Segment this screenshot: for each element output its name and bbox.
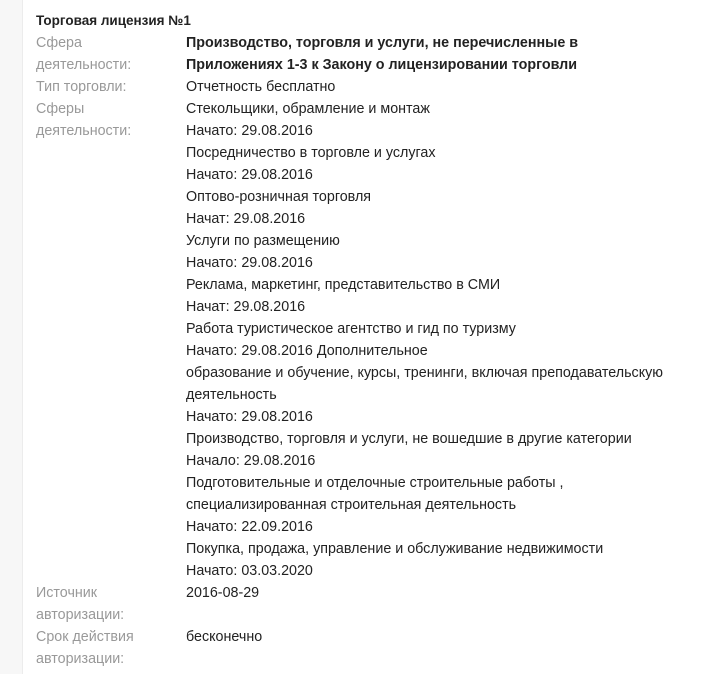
label-line: деятельности:	[36, 123, 132, 139]
sphere-line: Услуги по размещению	[186, 233, 340, 249]
label	[36, 32, 186, 76]
row-authorization-validity	[36, 626, 663, 670]
label	[36, 582, 186, 626]
label-line: Срок действия	[36, 629, 134, 645]
license-title: Торговая лицензия №1	[36, 13, 191, 28]
sphere-line: образование и обучение, курсы, тренинги, включая преподавательскую	[186, 365, 663, 381]
sphere-line: Посредничество в торговле и услугах	[186, 145, 436, 161]
label	[36, 626, 186, 670]
label-line: Сферы	[36, 101, 85, 117]
value-line: 2016-08-29	[186, 585, 260, 601]
value	[186, 582, 259, 626]
license-details	[36, 32, 663, 670]
sphere-line: Начато: 29.08.2016	[186, 123, 313, 139]
sphere-line: специализированная строительная деятельность	[186, 497, 517, 513]
sphere-line: Начато: 29.08.2016	[186, 409, 313, 425]
sphere-line: Начат: 29.08.2016	[186, 299, 306, 315]
sphere-line: Производство, торговля и услуги, не вошедшие в другие категории	[186, 431, 632, 447]
sphere-line: Начат: 29.08.2016	[186, 211, 306, 227]
row-authorization-source	[36, 582, 663, 626]
label-line: Тип торговли:	[36, 79, 127, 95]
label	[36, 76, 186, 98]
sphere-line: Реклама, маркетинг, представительство в СМИ	[186, 277, 501, 293]
sphere-line: Начато: 29.08.2016	[186, 255, 313, 271]
sphere-line: Покупка, продажа, управление и обслуживание недвижимости	[186, 541, 604, 557]
sphere-line: Начало: 29.08.2016	[186, 453, 316, 469]
sphere-line: Начато: 22.09.2016	[186, 519, 313, 535]
left-border-strip	[0, 0, 23, 674]
value	[186, 32, 578, 76]
label-line: деятельности:	[36, 57, 132, 73]
label-line: авторизации:	[36, 651, 125, 667]
row-trade-type	[36, 76, 663, 98]
value	[186, 76, 335, 98]
label-line: Сфера	[36, 35, 82, 51]
value-line: бесконечно	[186, 629, 263, 645]
sphere-line: Начато: 29.08.2016	[186, 167, 313, 183]
value-line: Производство, торговля и услуги, не перечисленные в	[186, 35, 579, 51]
label	[36, 98, 186, 582]
value-line: Отчетность бесплатно	[186, 79, 336, 95]
sphere-line: деятельность	[186, 387, 277, 403]
sphere-line: Начато: 29.08.2016 Дополнительное	[186, 343, 428, 359]
row-activity-sphere	[36, 32, 663, 76]
sphere-line: Подготовительные и отделочные строительные работы ,	[186, 475, 564, 491]
label-line: авторизации:	[36, 607, 125, 623]
value-line: Приложениях 1-3 к Закону о лицензировании торговли	[186, 57, 578, 73]
sphere-line: Стекольщики, обрамление и монтаж	[186, 101, 430, 117]
label-line: Источник	[36, 585, 98, 601]
value	[186, 98, 663, 582]
sphere-line: Работа туристическое агентство и гид по туризму	[186, 321, 516, 337]
value	[186, 626, 262, 670]
sphere-line: Оптово-розничная торговля	[186, 189, 372, 205]
row-activity-spheres	[36, 98, 663, 582]
sphere-line: Начато: 03.03.2020	[186, 563, 313, 579]
